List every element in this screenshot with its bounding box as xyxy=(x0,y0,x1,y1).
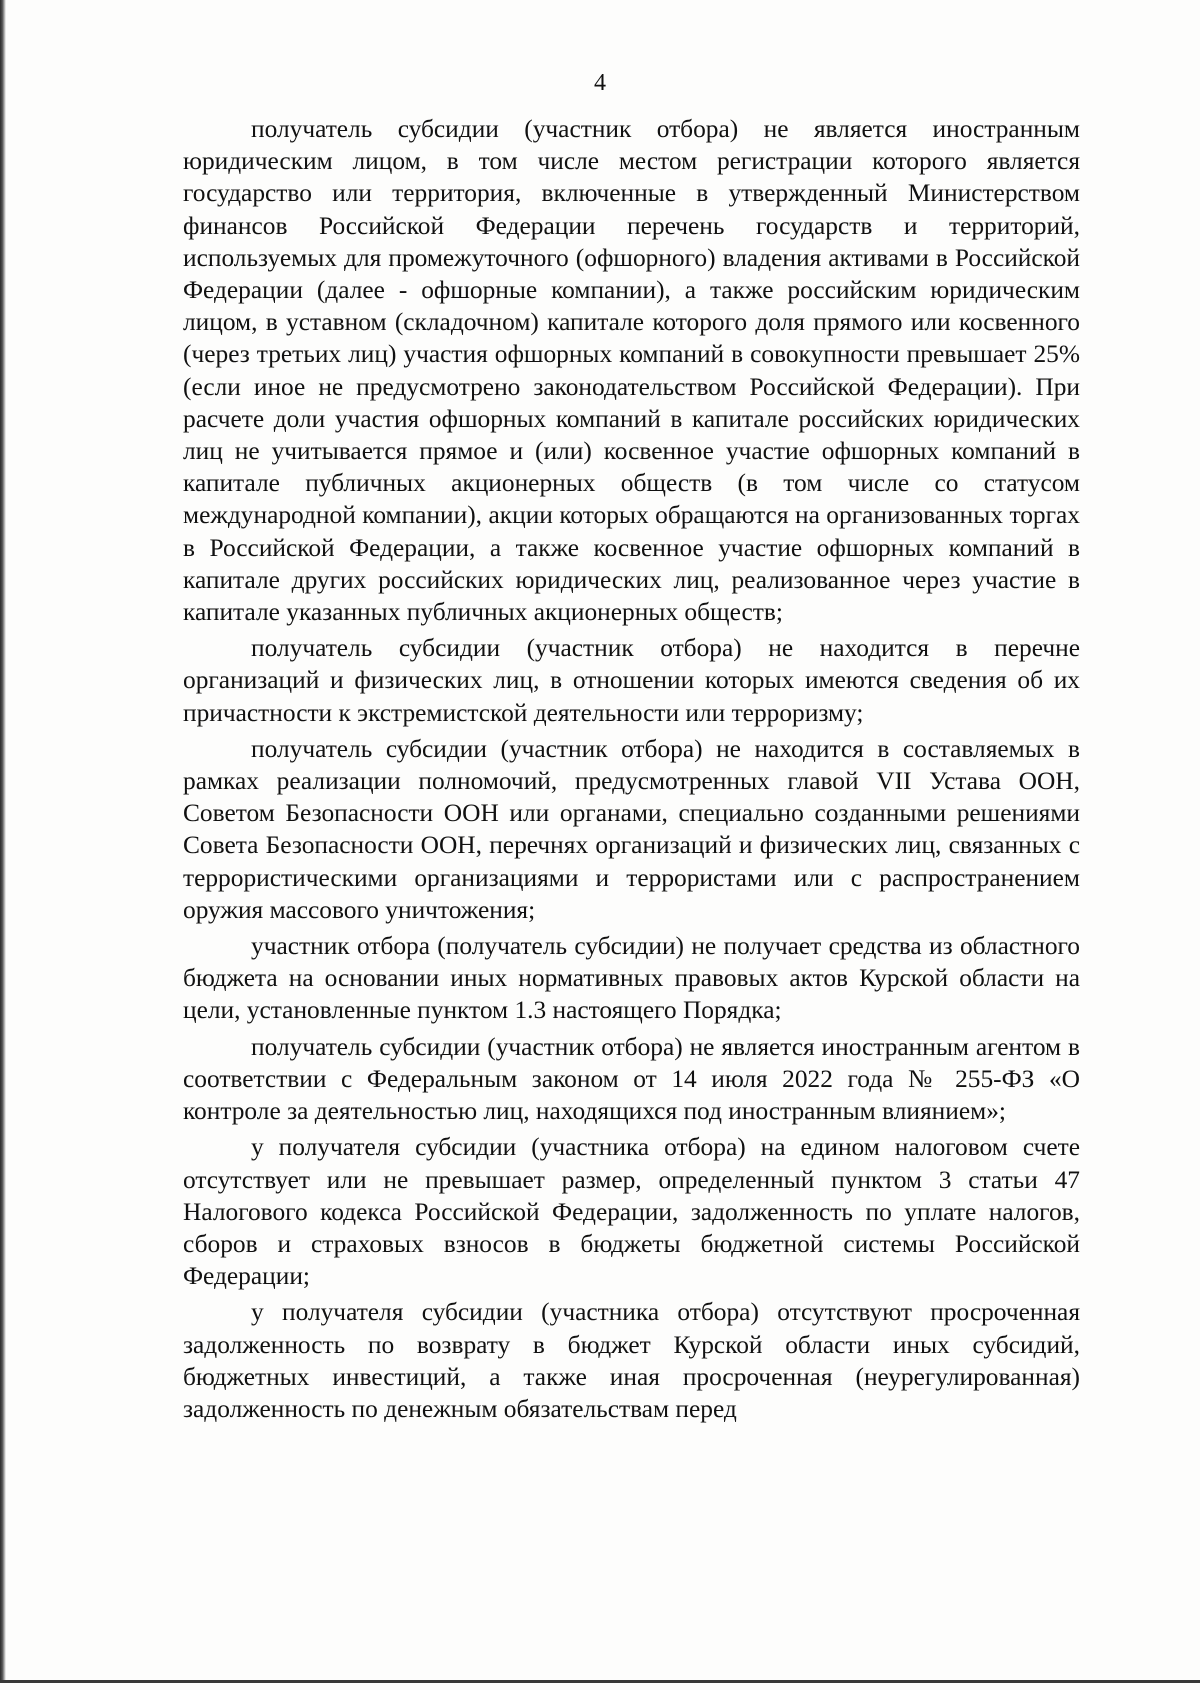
paragraph-un-lists: получатель субсидии (участник отбора) не находится в составляемых в рамках реализации полномочий, предусмотренных главой VII Устава ООН, Советом Безопасности ООН или органами, специально созданными решениями Совета Безопасности ООН, перечнях организаций и физических лиц, связанных с террористическими организациями и террористами или с распространением оружия массового уничтожения; xyxy=(183,734,1080,924)
paragraph-overdue-debt: у получателя субсидии (участника отбора) отсутствуют просроченная задолженность по возврату в бюджет Курской области иных субсидий, бюджетных инвестиций, а также иная просроченная (неурегулированная) задолженность по денежным обязательствам перед xyxy=(183,1298,1080,1423)
paragraph-offshore: получатель субсидии (участник отбора) не является иностранным юридическим лицом, в том числе местом регистрации которого является государство или территория, включенные в утвержденный Министерством финансов Российской Федерации перечень государств и территорий, используемых для промежуточного (офшорного) владения активами в Российской Федерации (далее - офшорные компании), а также российским юридическим лицом, в уставном (складочном) капитале которого доля прямого или косвенного (через третьих лиц) участия офшорных компаний в совокупности превышает 25% (если иное не предусмотрено законодательством Российской Федерации). При расчете доли участия офшорных компаний в капитале российских юридических лиц не учитывается прямое и (или) косвенное участие офшорных компаний в капитале публичных акционерных обществ (в том числе со статусом международной компании), акции которых обращаются на организованных торгах в Российской Федерации, а также косвенное участие офшорных компаний в капитале других российских юридических лиц, реализованное через участие в капитале указанных публичных акционерных обществ; xyxy=(183,115,1080,627)
document-body xyxy=(183,113,1080,1429)
paragraph-regional-budget: участник отбора (получатель субсидии) не получает средства из областного бюджета на основании иных нормативных правовых актов Курской области на цели, установленные пунктом 1.3 настоящего Порядка; xyxy=(183,932,1080,1025)
scan-edge-left xyxy=(0,0,6,1683)
paragraph-tax-debt: у получателя субсидии (участника отбора) на едином налоговом счете отсутствует или не превышает размер, определенный пунктом 3 статьи 47 Налогового кодекса Российской Федерации, задолженность по уплате налогов, сборов и страховых взносов в бюджеты бюджетной системы Российской Федерации; xyxy=(183,1133,1080,1291)
paragraph-foreign-agent: получатель субсидии (участник отбора) не является иностранным агентом в соответствии с Федеральным законом от 14 июля 2022 года № 255-ФЗ «О контроле за деятельностью лиц, находящихся под иностранным влиянием»; xyxy=(183,1032,1080,1126)
paragraph-extremism: получатель субсидии (участник отбора) не находится в перечне организаций и физических лиц, в отношении которых имеются сведения об их причастности к экстремистской деятельности или терроризму; xyxy=(183,634,1080,727)
page-number: 4 xyxy=(594,70,606,96)
